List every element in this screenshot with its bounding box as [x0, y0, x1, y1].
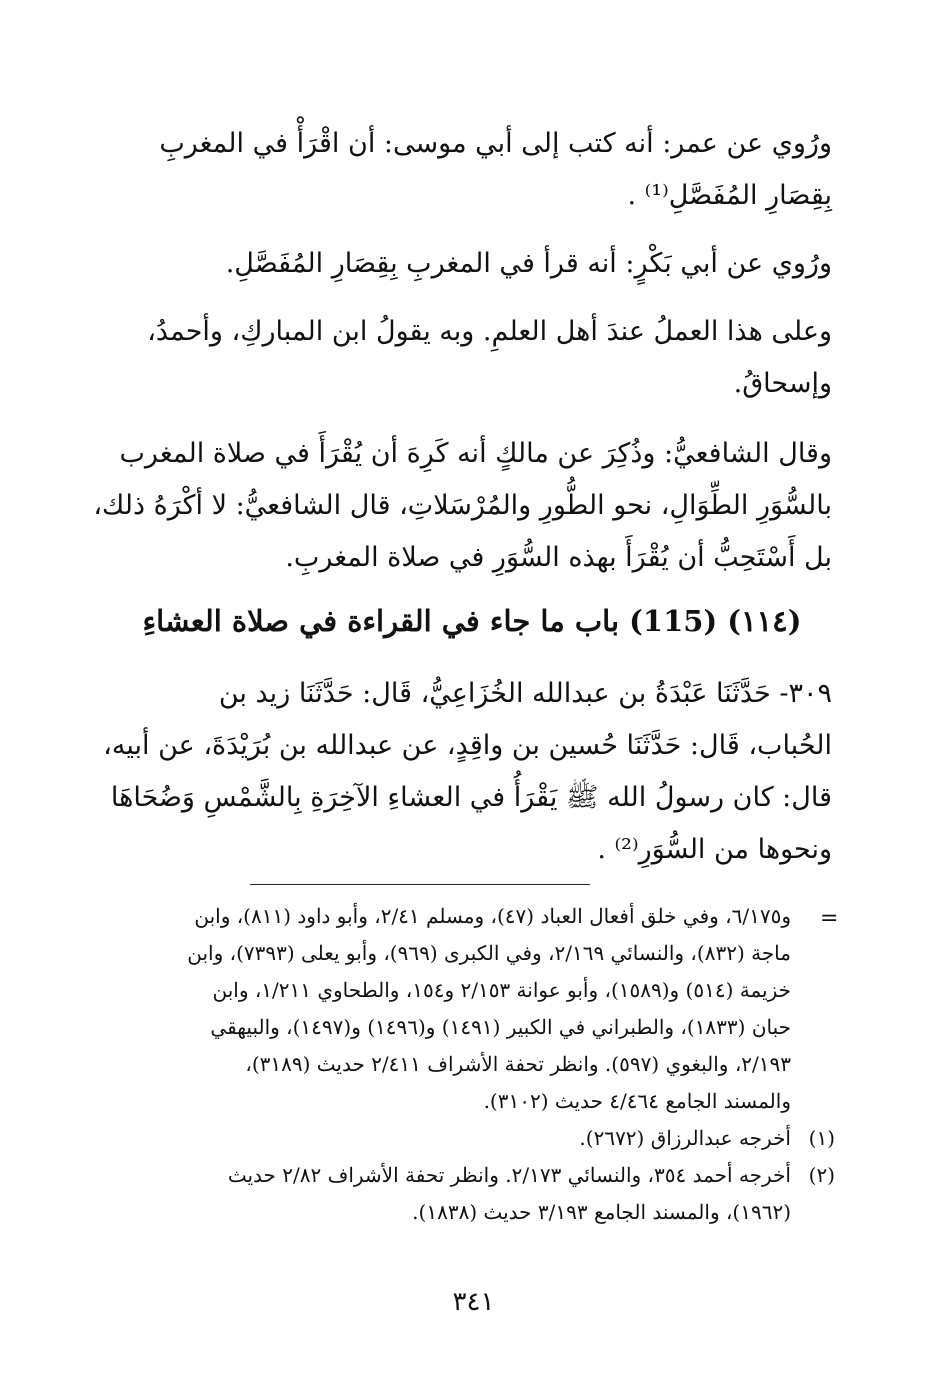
text-line: قال: كان رسولُ الله ﷺ يَقْرَأُ في العشاءِ الآخِرَةِ بِالشَّمْسِ وَضُحَاهَا: [110, 782, 832, 813]
text-line: ورُوي عن عمر: أنه كتب إلى أبي موسى: أن اقْرَأْ في المغربِ: [159, 128, 832, 159]
chapter-heading: (١١٤) (115) باب ما جاء في القراءة في صلاة العشاءِ: [142, 604, 802, 638]
paragraph-shafii: [93, 428, 832, 584]
paragraph-scholars: [112, 306, 832, 410]
text-line: ورُوي عن أبي بَكْرٍ: أنه قرأ في المغربِ بِقِصَارِ المُفَصَّلِ.: [225, 248, 832, 279]
footnote-marker: (٢): [808, 1163, 835, 1187]
footnote-divider: [250, 884, 590, 885]
footnote-line: أخرجه أحمد ٣٥٤، والنسائي ٢/١٧٣. وانظر تحفة الأشراف ٢/٨٢ حديث: [227, 1163, 791, 1187]
text-line: الحُباب، قَال: حَدَّثَنَا حُسين بن واقِدٍ، عن عبدالله بن بُرَيْدَةَ، عن أبيه،: [103, 730, 832, 761]
footnote-line: حبان (١٨٣٣)، والطبراني في الكبير (١٤٩١) و(١٤٩٦) و(١٤٩٧)، والبيهقي: [210, 1015, 791, 1039]
footnote-line: ماجة (٨٣٢)، والنسائي ٢/١٦٩، وفي الكبرى (٩٦٩)، وأبو يعلى (٧٣٩٣)، وابن: [187, 941, 791, 965]
page-number: ٣٤١: [452, 1287, 495, 1317]
footnote-line: والمسند الجامع ٤/٤٦٤ حديث (٣١٠٢).: [483, 1089, 791, 1113]
footnote-line: خزيمة (٥١٤) و(١٥٨٩)، وأبو عوانة ٢/١٥٣ و١٥٤، والطحاوي ١/٢١١، وابن: [212, 978, 791, 1002]
footnote-1: [113, 1120, 835, 1157]
text-line: بل أَسْتَحِبُّ أن يُقْرَأَ بهذه السُّوَرِ في صلاة المغربِ.: [285, 542, 832, 573]
paragraph-umar: [112, 118, 832, 222]
text-line: بِقِصَارِ المُفَصَّلِ⁽¹⁾ .: [627, 180, 832, 211]
footnote-2: [113, 1157, 835, 1231]
footnote-continuation: [113, 898, 835, 1120]
footnotes: [113, 898, 835, 1231]
text-line: وقال الشافعيُّ: وذُكِرَ عن مالكٍ أنه كَرِهَ أن يُقْرَأَ في صلاة المغرب: [119, 438, 832, 469]
footnote-continuation-marker: =: [820, 906, 839, 931]
footnote-line: (١٩٦٢)، والمسند الجامع ٣/١٩٣ حديث (١٨٣٨).: [412, 1200, 791, 1224]
text-line: ونحوها من السُّوَرِ⁽²⁾ .: [597, 834, 832, 865]
paragraph-abu-bakr: [112, 238, 832, 290]
text-line: وعلى هذا العملُ عندَ أهل العلمِ. وبه يقولُ ابن المباركِ، وأحمدُ،: [147, 316, 832, 347]
text-line: بالسُّوَرِ الطِّوَالِ، نحو الطُّورِ والمُرْسَلاتِ، قال الشافعيُّ: لا أكْرَهُ ذلك،: [93, 490, 832, 521]
text-line: ٣٠٩- حَدَّثَنَا عَبْدَةُ بن عبدالله الخُزَاعِيُّ، قَال: حَدَّثَنَا زيد بن: [218, 678, 832, 709]
footnote-marker: (١): [808, 1126, 835, 1150]
footnote-line: أخرجه عبدالرزاق (٢٦٧٢).: [579, 1126, 791, 1150]
footnote-line: و٦/١٧٥، وفي خلق أفعال العباد (٤٧)، ومسلم ٢/٤١، وأبو داود (٨١١)، وابن: [194, 904, 791, 928]
text-line: وإسحاقُ.: [733, 368, 832, 399]
hadith-309: [103, 668, 832, 876]
footnote-line: ٢/١٩٣، والبغوي (٥٩٧). وانظر تحفة الأشراف ٢/٤١١ حديث (٣١٨٩)،: [245, 1052, 791, 1076]
